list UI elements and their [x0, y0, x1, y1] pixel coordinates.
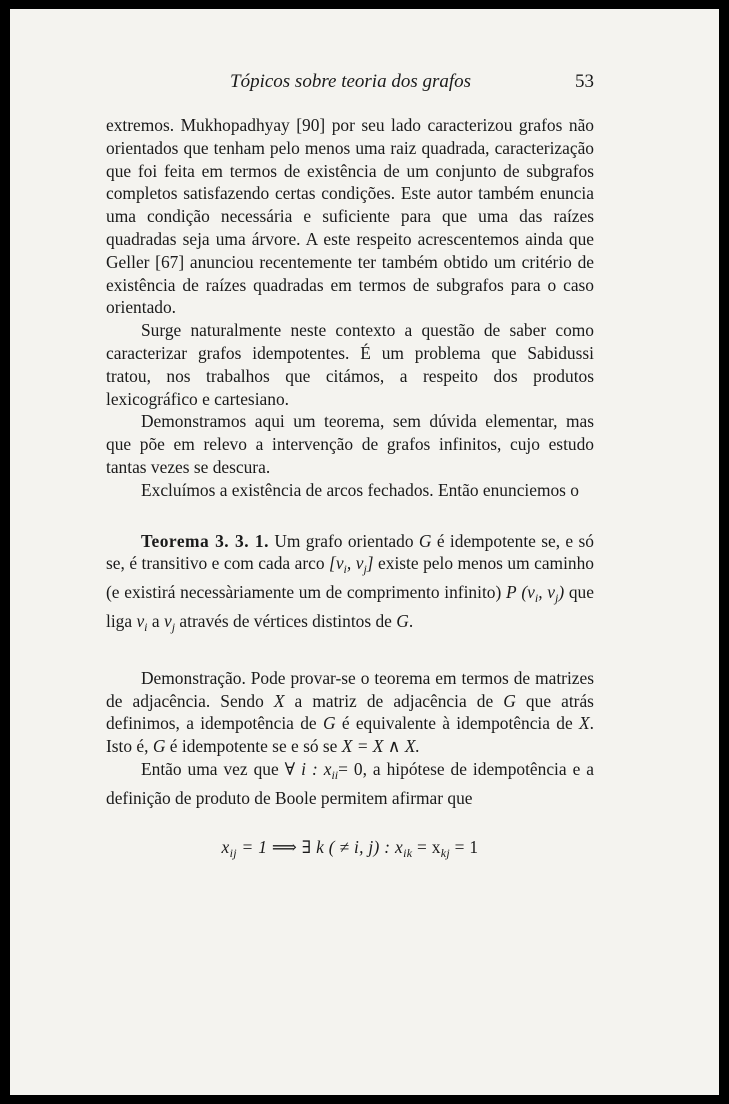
paragraph-4: Excluímos a existência de arcos fechados. Então enunciemos o [141, 479, 579, 500]
paragraph-1: extremos. Mukhopadhyay [90] por seu lado caracterizou grafos não orientados que tenham pelo menos uma raiz quadrada, caracterização que foi feita em termos de existência de um conjunto de subgrafos completos satisfazendo certas condições. Este autor também enuncia uma condição necessária e suficiente para que uma das raízes quadradas seja uma árvore. A este respeito acrescentemos ainda que Geller [67] anunciou recentemente ter também obtido um critério de existência de raízes quadradas em termos de subgrafos para o caso orientado. [106, 115, 594, 318]
proof-paragraph-1: Demonstração. Pode provar-se o teorema em termos de matrizes de adjacência. Sendo X a matriz de adjacência de G que atrás definimos, a idempotência de G é equivalente à idempotência de X. Isto é, G é idempotente se e só se X = X ∧ X. [106, 667, 594, 757]
body-text [106, 114, 594, 864]
running-title: Tópicos sobre teoria dos grafos [230, 71, 472, 92]
graph-symbol: G [418, 530, 432, 551]
document-page [10, 9, 719, 1095]
paragraph-3: Demonstramos aqui um teorema, sem dúvida elementar, mas que põe em relevo a intervenção de grafos infinitos, cujo estudo tantas vezes se descura. [106, 411, 594, 477]
theorem-statement: Teorema 3. 3. 1. Um grafo orientado G é idempotente se, e só se, é transitivo e com cada arco [$v_i$, $v_j$] existe pelo menos um caminho (e existirá necessàriamente um de comprimento infinito) P ($v_i$, $v_j$) que liga $v_i$ a $v_j$ através de vértices distintos de G. [106, 530, 594, 634]
display-formula: $x_{ij} = 1$ ⟹ ∃ k ( ≠ i, j) : $x_{ik} = x_{kj} = 1$ [221, 836, 479, 860]
theorem-label: Teorema 3. 3. 1. [141, 530, 269, 551]
proof-paragraph-2: Então uma vez que ∀ i : $x_{ii}= 0$, a hipótese de idempotência e a definição de produto de Boole permitem afirmar que [106, 758, 594, 808]
idempotence-equation: X = X ∧ X. [341, 736, 420, 757]
page-number: 53 [575, 71, 594, 92]
paragraph-2: Surge naturalmente neste contexto a questão de saber como caracterizar grafos idempotentes. É um problema que Sabidussi tratou, nos trabalhos que citámos, a respeito dos produtos lexicográfico e cartesiano. [106, 320, 594, 409]
arc-symbol: [$v_i$, $v_j$] [329, 553, 374, 577]
